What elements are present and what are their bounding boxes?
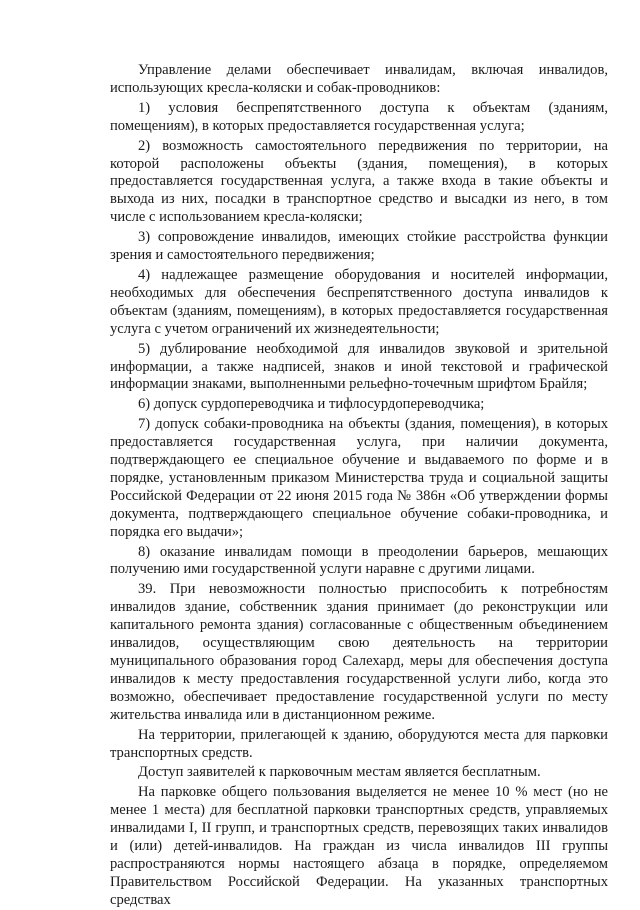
paragraph-item-5: 5) дублирование необходимой для инвалидов звуковой и зрительной информации, а также надписей, знаков и иной текстовой и графической информации знаками, выполненными рельефно-точечным шрифтом Брайля; (110, 340, 608, 393)
paragraph-intro: Управление делами обеспечивает инвалидам, включая инвалидов, использующих кресла-коляски и собак-проводников: (110, 62, 608, 96)
paragraph-item-3: 3) сопровождение инвалидов, имеющих стойкие расстройства функции зрения и самостоятельного передвижения; (110, 229, 608, 264)
paragraph-item-8: 8) оказание инвалидам помощи в преодолении барьеров, мешающих получению ими государственной услуги наравне с другими лицами. (110, 543, 608, 578)
paragraph-item-4: 4) надлежащее размещение оборудования и носителей информации, необходимых для обеспечения беспрепятственного доступа инвалидов к объектам (зданиям, помещениям), в которых предоставляется государственная услуга с учетом ограничений их жизнедеятельности; (110, 266, 608, 337)
paragraph-39: 39. При невозможности полностью приспособить к потребностям инвалидов здание, собственник здания принимает (до реконструкции или капитального ремонта здания) согласованные с общественным объединением инвалидов, осуществляющим свою деятельность на территории муниципального образования город Салехард, меры для обеспечения доступа инвалидов к месту предоставления государственной услуги либо, когда это возможно, обеспечивает предоставление государственной услуги по месту жительства инвалида или в дистанционном режиме. (110, 581, 608, 723)
paragraph-item-1: 1) условия беспрепятственного доступа к объектам (зданиям, помещениям), в которых предоставляется государственная услуга; (110, 99, 608, 134)
paragraph-item-6: 6) допуск сурдопереводчика и тифлосурдопереводчика; (138, 396, 485, 413)
paragraph-item-2: 2) возможность самостоятельного передвижения по территории, на которой расположены объекты (здания, помещения), в которых предоставляется государственная услуга, а также входа в такие объекты и выхода из них, посадки в транспортное средство и высадки из него, в том числе с использованием кресла-коляски; (110, 137, 608, 226)
paragraph-parking-quota: На парковке общего пользования выделяется не менее 10 % мест (но не менее 1 места) для бесплатной парковки транспортных средств, управляемых инвалидами I, II групп, и транспортных средств, перевозящих таких инвалидов и (или) детей-инвалидов. На граждан из числа инвалидов III группы распространяются нормы настоящего абзаца в порядке, определяемом Правительством Российской Федерации. На указанных транспортных средствах (110, 784, 608, 908)
paragraph-item-7: 7) допуск собаки-проводника на объекты (здания, помещения), в которых предоставляется государственная услуга, при наличии документа, подтверждающего ее специальное обучение и выдаваемого по форме и в порядке, установленным приказом Министерства труда и социальной защиты Российской Федерации от 22 июня 2015 года № 386н «Об утверждении формы документа, подтверждающего специальное обучение собаки-проводника, и порядка его выдачи»; (110, 416, 608, 540)
document-page (110, 62, 608, 910)
paragraph-parking-free: Доступ заявителей к парковочным местам является бесплатным. (138, 764, 541, 781)
paragraph-parking-territory: На территории, прилегающей к зданию, оборудуются места для парковки транспортных средств. (110, 726, 608, 761)
